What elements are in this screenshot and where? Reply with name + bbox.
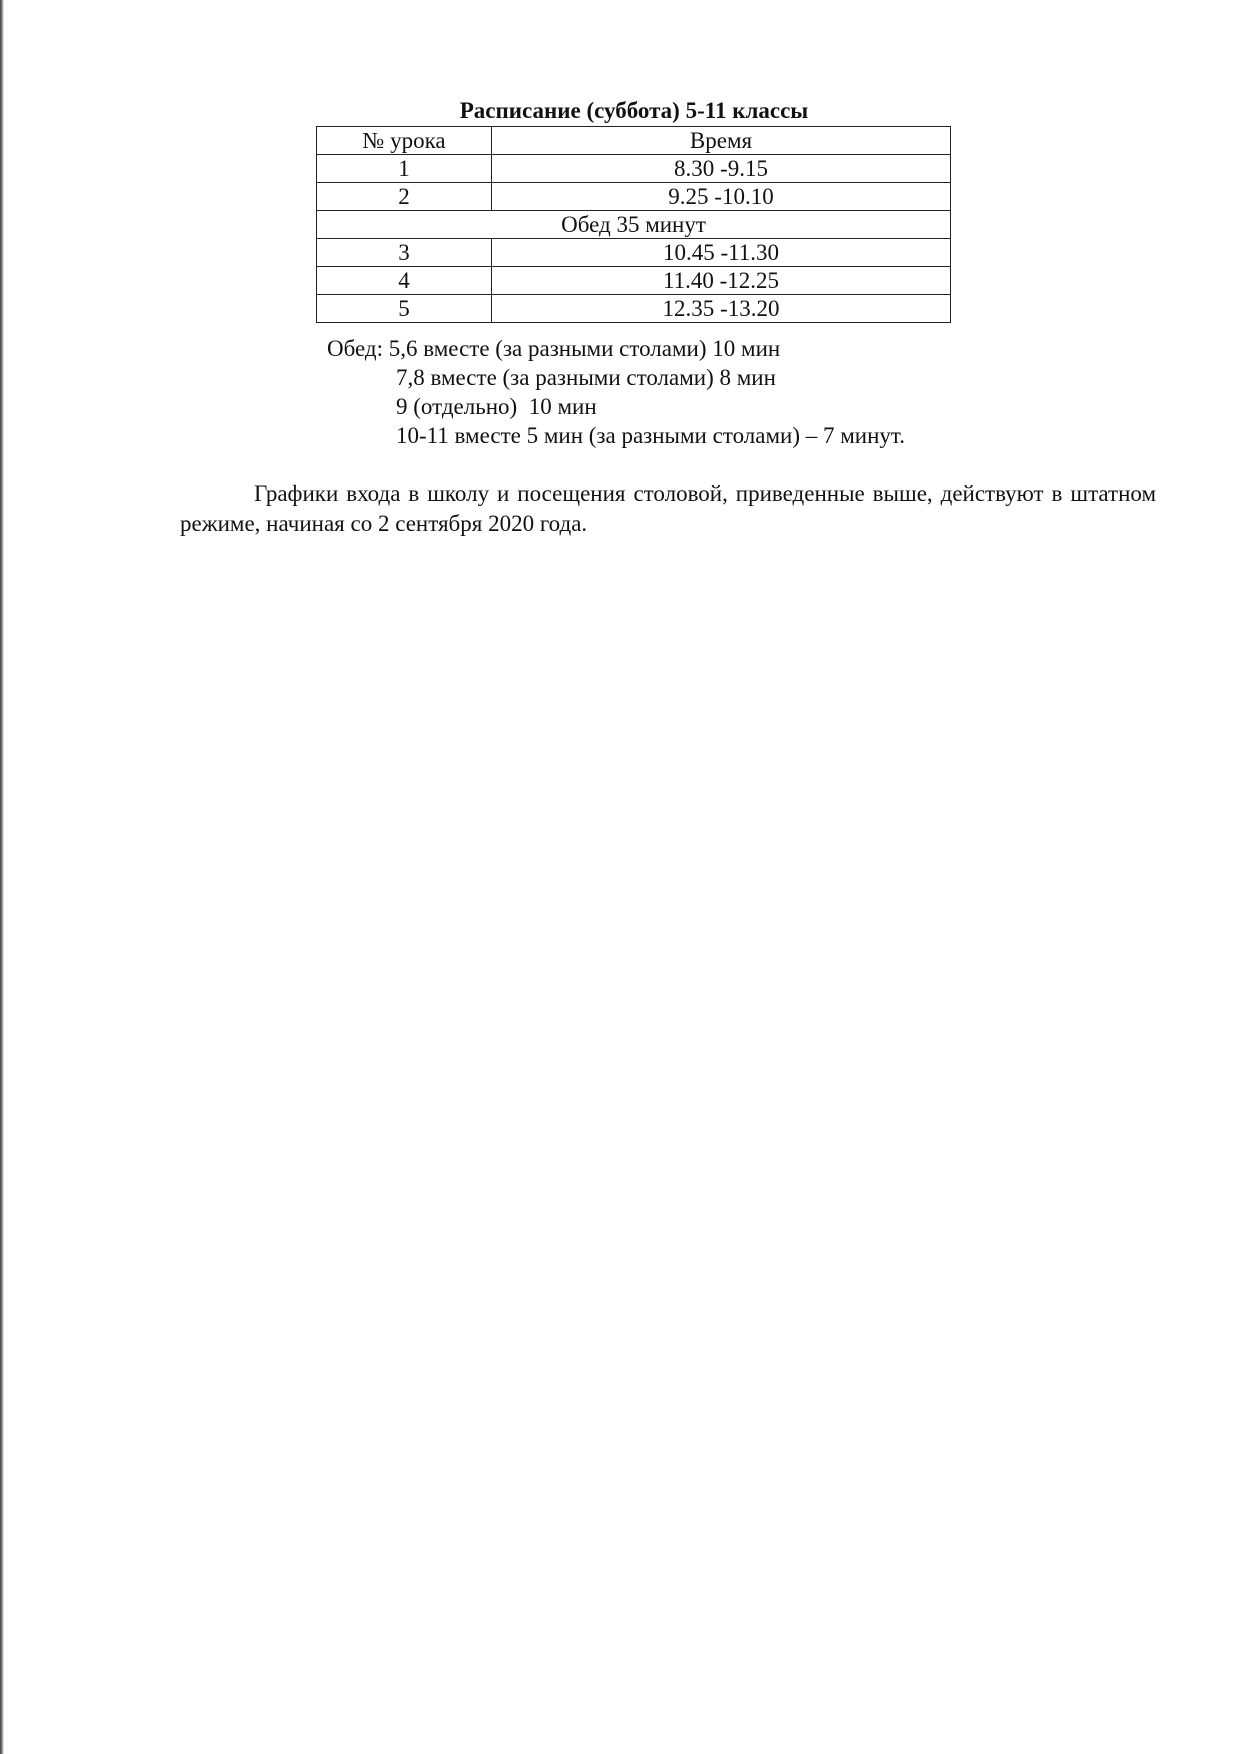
lesson-number-cell: 3 — [317, 239, 492, 267]
lunch-line — [327, 363, 905, 392]
lesson-number-cell: 2 — [317, 183, 492, 211]
schedule-table — [316, 126, 951, 323]
scan-edge — [0, 0, 4, 1754]
column-header-lesson: № урока — [317, 127, 492, 155]
lunch-line — [327, 421, 905, 450]
lunch-line-text: 9 (отдельно) 10 мин — [396, 394, 597, 419]
lunch-label: Обед: — [327, 336, 384, 361]
lunch-notes — [327, 334, 905, 450]
lunch-line-text: 5,6 вместе (за разными столами) 10 мин — [388, 336, 781, 361]
table-row-lunch — [317, 211, 951, 239]
lunch-break-cell: Обед 35 минут — [317, 211, 951, 239]
table-row — [317, 183, 951, 211]
lesson-time-cell: 8.30 -9.15 — [492, 155, 951, 183]
lesson-number-cell: 1 — [317, 155, 492, 183]
column-header-time: Время — [492, 127, 951, 155]
table-row — [317, 155, 951, 183]
schedule-title: Расписание (суббота) 5-11 классы — [459, 98, 809, 123]
table-row — [317, 239, 951, 267]
lunch-line — [327, 334, 905, 363]
lesson-number-cell: 4 — [317, 267, 492, 295]
lunch-line — [327, 392, 905, 421]
lesson-time-cell: 12.35 -13.20 — [492, 295, 951, 323]
lesson-time-cell: 11.40 -12.25 — [492, 267, 951, 295]
lunch-line-text: 10-11 вместе 5 мин (за разными столами) – 7 минут. — [396, 423, 905, 448]
lesson-time-cell: 9.25 -10.10 — [492, 183, 951, 211]
table-row — [317, 267, 951, 295]
lunch-line-text: 7,8 вместе (за разными столами) 8 мин — [396, 365, 776, 390]
schedule-note-paragraph: Графики входа в школу и посещения столовой, приведенные выше, действуют в штатном режиме, начиная со 2 сентября 2020 года. — [180, 481, 1156, 536]
lesson-number-cell: 5 — [317, 295, 492, 323]
lesson-time-cell: 10.45 -11.30 — [492, 239, 951, 267]
table-header-row — [317, 127, 951, 155]
table-row — [317, 295, 951, 323]
